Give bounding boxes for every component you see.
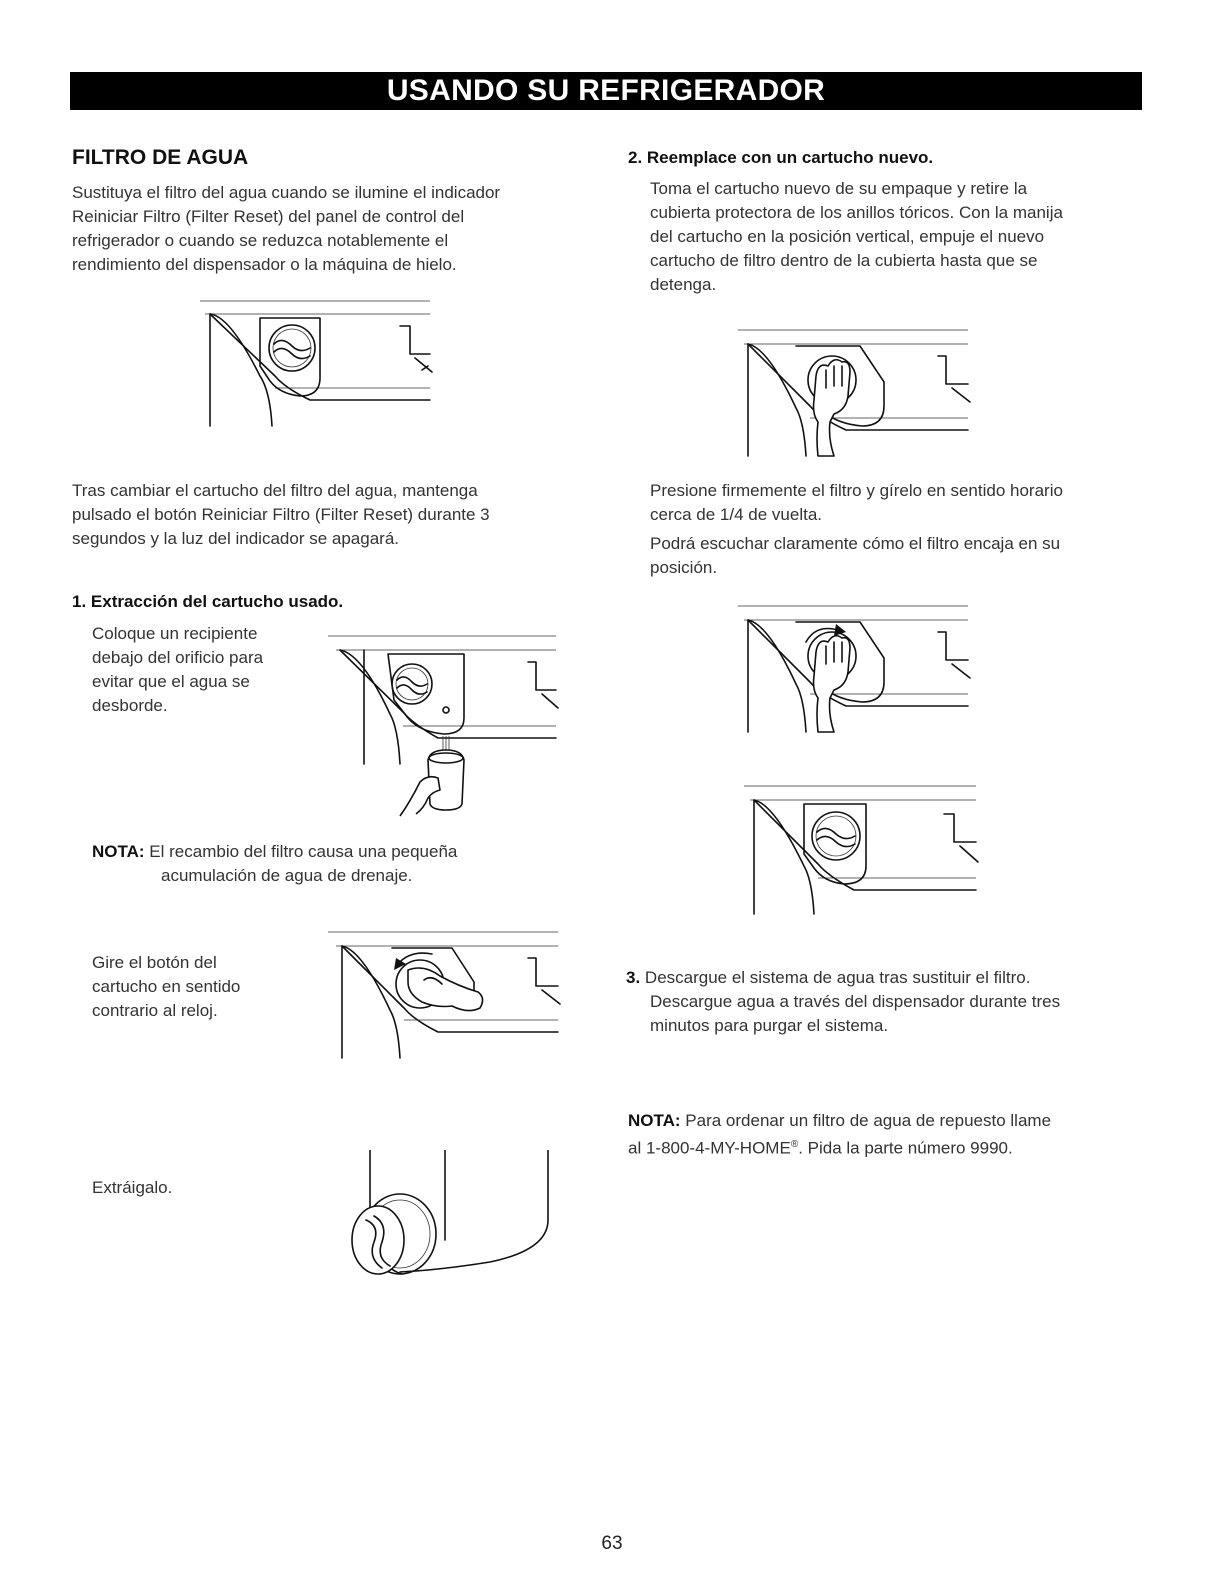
hand-icon [408, 968, 483, 1011]
turn-line: cartucho en sentido [92, 977, 241, 996]
intro-line: refrigerador o cuando se reduzca notablemente el [72, 231, 449, 250]
step2-line: Toma el cartucho nuevo de su empaque y retire la [650, 179, 1028, 198]
step2-line: del cartucho en la posición vertical, empuje el nuevo [650, 227, 1045, 246]
step1-line: evitar que el agua se [92, 672, 250, 691]
hand-icon [814, 360, 851, 456]
turn-line: contrario al reloj. [92, 1001, 218, 1020]
click-line: posición. [650, 558, 718, 577]
note2-part: . Pida la parte número 9990. [798, 1138, 1013, 1158]
step1-line: desborde. [92, 696, 168, 715]
page-header-title: USANDO SU REFRIGERADOR [386, 74, 826, 107]
reset-line: Tras cambiar el cartucho del filtro del agua, mantenga [72, 481, 478, 500]
filter-housing-illustration [200, 296, 440, 431]
step3-number: 3. [626, 968, 641, 987]
filter-drain-illustration [328, 632, 560, 822]
filter-turn-cw-illustration [738, 602, 972, 734]
step1-paragraph [92, 622, 322, 718]
step2-paragraph [650, 177, 1170, 297]
filter-turn-ccw-illustration [328, 928, 562, 1060]
note1-line2: acumulación de agua de drenaje. [161, 866, 413, 885]
hand-icon [814, 636, 851, 732]
intro-line: Sustituya el filtro del agua cuando se ilumine el indicador [72, 183, 501, 202]
step2-title: 2. Reemplace con un cartucho nuevo. [628, 148, 934, 167]
turn-paragraph [92, 951, 322, 1023]
click-line: Podrá escuchar claramente cómo el filtro encaja en su [650, 534, 1061, 553]
note2-label: NOTA: [628, 1111, 681, 1130]
registered-mark: ® [790, 1139, 799, 1150]
intro-line: rendimiento del dispensador o la máquina de hielo. [72, 255, 457, 274]
page-number: 63 [601, 1533, 623, 1554]
note2-line2 [628, 1133, 1168, 1161]
extract-text: Extráigalo. [92, 1178, 173, 1197]
reset-line: pulsado el botón Reiniciar Filtro (Filter Reset) durante 3 [72, 505, 490, 524]
intro-paragraph [72, 181, 592, 277]
turn-line: Gire el botón del [92, 953, 217, 972]
step3-paragraph [626, 966, 1166, 1038]
press-line: cerca de 1/4 de vuelta. [650, 505, 823, 524]
click-paragraph [650, 532, 1170, 580]
intro-line: Reiniciar Filtro (Filter Reset) del panel de control del [72, 207, 465, 226]
section-title: FILTRO DE AGUA [72, 146, 249, 169]
note2 [628, 1109, 1168, 1161]
step2-line: cubierta protectora de los anillos tóricos. Con la manija [650, 203, 1063, 222]
step2-line: detenga. [650, 275, 717, 294]
step2-line: cartucho de filtro dentro de la cubierta hasta que se [650, 251, 1038, 270]
page-header-banner [70, 72, 1142, 110]
reset-line: segundos y la luz del indicador se apagará. [72, 529, 399, 548]
note1-label: NOTA: [92, 842, 145, 861]
note1-line1: El recambio del filtro causa una pequeña [149, 842, 458, 861]
reset-paragraph [72, 479, 592, 551]
note1 [92, 840, 592, 888]
press-line: Presione firmemente el filtro y gírelo en sentido horario [650, 481, 1063, 500]
note2-phone: al 1-800-4-MY-HOME [628, 1138, 791, 1158]
filter-installed-illustration [744, 782, 980, 916]
step1-line: debajo del orificio para [92, 648, 264, 667]
step3-line: Descargue el sistema de agua tras sustituir el filtro. [644, 968, 1031, 987]
step1-title: 1. Extracción del cartucho usado. [72, 592, 344, 611]
note2-line1: Para ordenar un filtro de agua de repuesto llame [685, 1111, 1052, 1130]
press-paragraph [650, 479, 1170, 527]
step3-line: minutos para purgar el sistema. [650, 1016, 889, 1035]
step3-line: Descargue agua a través del dispensador durante tres [650, 992, 1061, 1011]
filter-insert-illustration [738, 326, 972, 458]
cartridge-illustration [340, 1150, 555, 1282]
step1-line: Coloque un recipiente [92, 624, 258, 643]
